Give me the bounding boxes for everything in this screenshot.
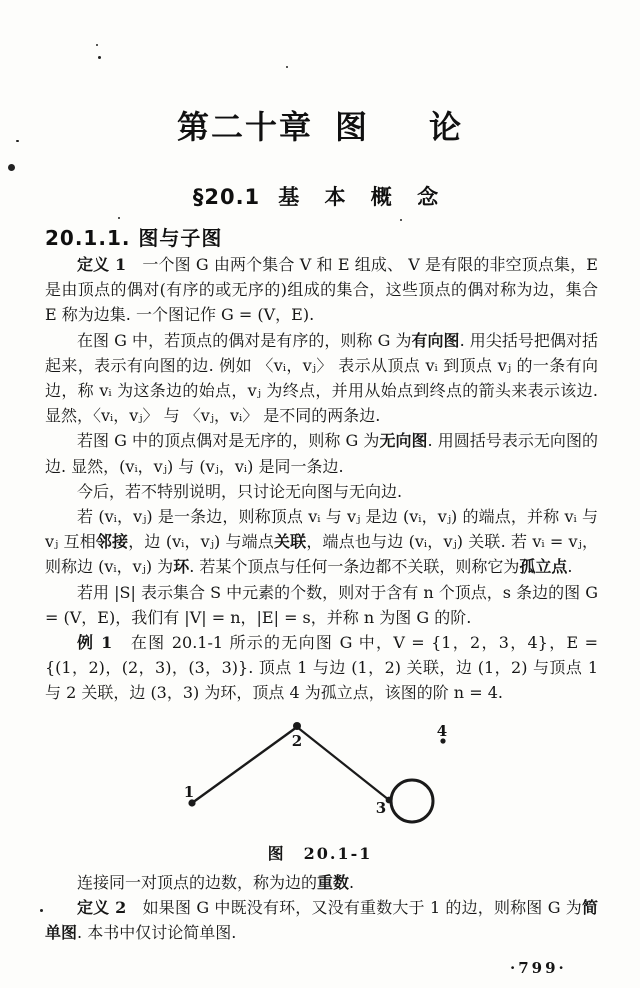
- text-run: . 用尖括号把偶对括起来，表示有向图的边. 例如 〈vᵢ，vⱼ〉 表示从顶点 vᵢ 到顶点 vⱼ 的一条有向边，称 vᵢ 为这条边的始点，vⱼ 为终点，并用从始点到终点的箭头来表示该边. 显然，〈vᵢ，vⱼ〉 与 〈vⱼ，vᵢ〉 是不同的两条边.: [45, 330, 598, 426]
- scan-speck: [286, 66, 288, 68]
- paragraph: [45, 580, 598, 630]
- bold-term: 邻接: [95, 532, 129, 552]
- text-run: 若图 G 中的顶点偶对是无序的，则称 G 为: [77, 431, 380, 451]
- subsection-heading: 20.1.1. 图与子图: [45, 226, 223, 250]
- paragraph: [45, 630, 598, 706]
- bold-term: 简单图: [45, 898, 598, 943]
- text-run: 连接同一对顶点的边数，称为边的: [77, 873, 318, 892]
- graph-figure: [148, 712, 488, 842]
- text-run: 若用 |S| 表示集合 S 中元素的个数，则对于含有 n 个顶点，s 条边的图 G = (V，E)，我们有 |V| = n，|E| = s，并称 n 为图 G 的阶.: [45, 582, 598, 627]
- paragraph: [45, 870, 598, 895]
- text-run: 今后，若不特别说明，只讨论无向图与无向边.: [77, 481, 403, 501]
- text-run: ，端点也与边 (vᵢ，vⱼ) 关联. 若 vᵢ = vⱼ，则称边 (vᵢ，vⱼ) 为: [45, 532, 598, 577]
- bold-term: 孤立点: [519, 557, 568, 577]
- text-run: .: [567, 557, 573, 577]
- bold-term: 环: [173, 557, 190, 577]
- loop-edge-3-3: [391, 780, 433, 822]
- text-run: 一个图 G 由两个集合 V 和 E 组成、 V 是有限的非空顶点集，E 是由顶点的偶对(有序的或无序的)组成的集合，这些顶点的偶对称为边，集合 E 称为边集. 一个图记作 G = (V，E).: [45, 255, 598, 325]
- body-text-bottom: [45, 870, 598, 946]
- paragraph: [45, 479, 598, 504]
- vertex-1-label: 1: [183, 783, 195, 801]
- section-title: 基 本 概 念: [278, 185, 448, 209]
- paragraph: [45, 895, 598, 945]
- bold-term: 定义 2: [77, 898, 127, 918]
- paragraph: [45, 428, 598, 478]
- scan-speck: [8, 164, 15, 171]
- text-run: . 本书中仅讨论简单图.: [77, 923, 237, 943]
- section-heading: [0, 181, 640, 211]
- edge-2-3: [297, 727, 389, 800]
- text-run: ，边 (vᵢ，vⱼ) 与端点: [128, 532, 274, 552]
- vertex-2-label: 2: [291, 732, 303, 750]
- chapter-title-part: 图: [334, 108, 369, 146]
- scan-speck: [118, 217, 120, 219]
- text-run: . 若某个顶点与任何一条边都不关联，则称它为: [189, 557, 520, 577]
- paragraph: [45, 328, 598, 429]
- figure-caption: 图 20.1-1: [267, 844, 373, 863]
- edge-1-2: [192, 727, 297, 803]
- scan-speck: [96, 44, 98, 46]
- chapter-title: [0, 102, 640, 148]
- bold-term: 定义 1: [77, 255, 127, 274]
- text-run: 在图 G 中，若顶点的偶对是有序的，则称 G 为: [77, 330, 412, 350]
- text-run: 如果图 G 中既没有环，又没有重数大于 1 的边，则称图 G 为: [126, 898, 582, 918]
- chapter-title-part: 论: [429, 108, 464, 146]
- scan-speck: [40, 909, 43, 912]
- bold-term: 重数: [317, 873, 350, 892]
- vertex-2-dot: [293, 722, 301, 730]
- bold-term: 有向图: [411, 330, 460, 350]
- scan-speck: [400, 219, 402, 221]
- text-run: 若 (vᵢ，vⱼ) 是一条边，则称顶点 vᵢ 与 vⱼ 是边 (vᵢ，vⱼ) 的端点，并称 vᵢ 与 vⱼ 互相: [45, 507, 598, 552]
- paragraph: [45, 504, 598, 580]
- text-run: . 用圆括号表示无向图的边. 显然，(vᵢ，vⱼ) 与 (vⱼ，vᵢ) 是同一条边.: [45, 431, 598, 476]
- bold-term: 无向图: [379, 431, 428, 451]
- text-run: 在图 20.1-1 所示的无向图 G 中，V = {1，2，3，4}，E = {(1，2)，(2，3)，(3，3)}. 顶点 1 与边 (1，2) 关联，边 (1，2) 与顶点 1 与 2 关联，边 (3，3) 为环，顶点 4 为孤立点，该图的阶 n = 4.: [45, 633, 598, 703]
- text-run: .: [349, 873, 355, 892]
- body-text-top: [45, 252, 598, 706]
- vertex-3-dot: [386, 797, 393, 804]
- chapter-title-part: 第二十章: [176, 108, 313, 146]
- bold-term: 例 1: [77, 633, 113, 653]
- section-number: §20.1: [192, 185, 261, 209]
- bold-term: 关联: [273, 532, 307, 552]
- vertex-3-label: 3: [375, 799, 387, 817]
- paragraph: [45, 252, 598, 328]
- scan-speck: [98, 56, 101, 59]
- page-number: ·799·: [510, 959, 567, 977]
- vertex-4-label: 4: [436, 722, 448, 740]
